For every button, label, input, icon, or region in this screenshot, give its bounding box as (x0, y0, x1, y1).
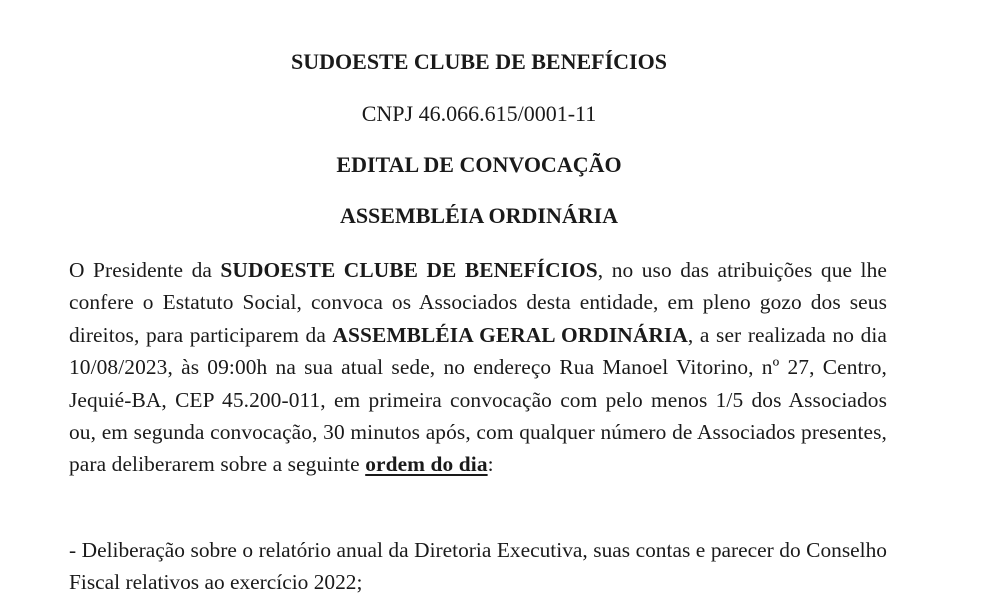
notice-title: EDITAL DE CONVOCAÇÃO (336, 152, 622, 177)
paragraph-text: , no uso das atribuições que lhe confere o Estatuto Social, convoca os Associados desta entidade, em pleno gozo dos seus direitos, para participarem da (69, 258, 887, 347)
agenda-item: - Deliberação sobre o relatório anual da Diretoria Executiva, suas contas e parecer do Conselho Fiscal relativos ao exercício 2022; (69, 538, 887, 595)
organization-name: SUDOESTE CLUBE DE BENEFÍCIOS (291, 49, 667, 74)
convocation-paragraph (69, 254, 887, 481)
agenda-label: ordem do dia (365, 452, 488, 477)
organization-name-inline: SUDOESTE CLUBE DE BENEFÍCIOS (220, 258, 598, 282)
assembly-name-inline: ASSEMBLÉIA GERAL ORDINÁRIA (332, 322, 688, 347)
paragraph-text: O Presidente da (69, 258, 221, 282)
assembly-type: ASSEMBLÉIA ORDINÁRIA (339, 203, 619, 228)
cnpj-number: CNPJ 46.066.615/0001-11 (361, 101, 597, 126)
paragraph-text: , a ser realizada no dia 10/08/2023, às 09:00h na sua atual sede, no endereço Rua Manoel Vitorino, nº 27, Centro, Jequié-BA, CEP 45.200-011, em primeira convocação com pelo menos 1/5 dos Associados ou, em segunda convocação, 30 minutos após, com qualquer número de Associados presentes, para deliberarem sobre a seguinte (69, 322, 888, 477)
paragraph-text: : (487, 452, 494, 477)
